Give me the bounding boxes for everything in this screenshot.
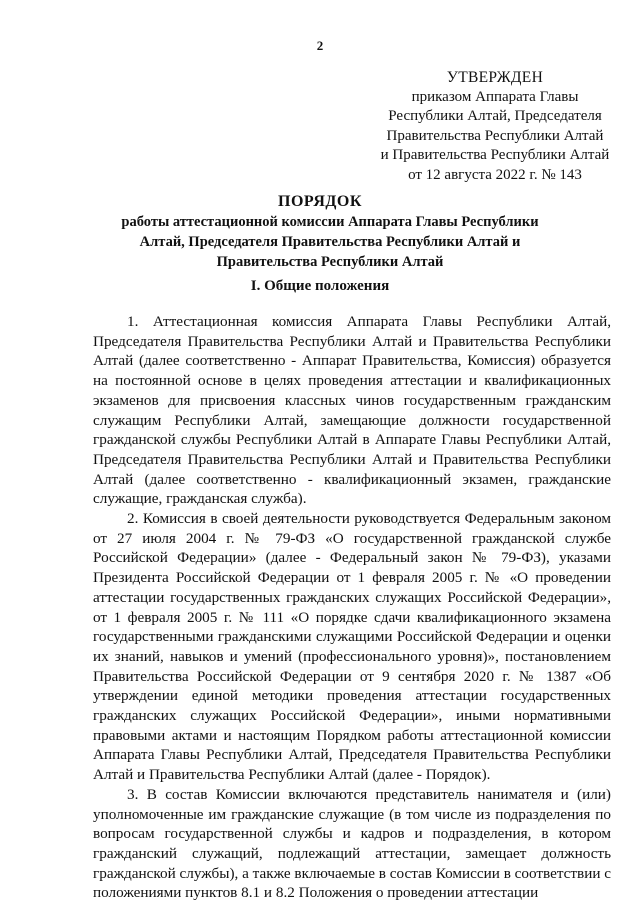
approval-line: от 12 августа 2022 г. № 143 <box>408 166 582 183</box>
page-number: 2 <box>316 38 324 53</box>
paragraph-1: 1. Аттестационная комиссия Аппарата Главы Республики Алтай, Председателя Правительства Республики Алтай и Правительства Республики Алтай (далее соответственно - Аппарат Правительства, Комиссия) образуется на постоянной основе в целях проведения аттестации и квалификационных экзаменов для присвоения классных чинов государственным гражданским служащим Республики Алтай, замещающие должности государственной гражданской службы Республики Алтай в Аппарате Главы Республики Алтай, Председателя Правительства Республики Алтай и Правительства Республики Алтай (далее соответственно - квалификационный экзамен, гражданские служащие, гражданская служба). <box>93 313 611 508</box>
approval-block <box>360 68 630 185</box>
document-body <box>93 312 611 903</box>
approval-line: Республики Алтай, Председателя <box>388 108 602 124</box>
paragraph-3: 3. В состав Комиссии включаются представитель нанимателя и (или) уполномоченные им гражданские служащие (в том числе из подразделения по вопросам государственной службы и кадров и подразделения, в котором гражданский служащий, подлежащий аттестации, замещает должность гражданской службы), а также включаемые в состав Комиссии в соответствии с положениями пунктов 8.1 и 8.2 Положения о проведении аттестации <box>93 785 612 902</box>
approval-line: Правительства Республики Алтай <box>386 127 604 144</box>
paragraph-2: 2. Комиссия в своей деятельности руководствуется Федеральным законом от 27 июля 2004 г. № 79-ФЗ «О государственной гражданской службе Российской Федерации» (далее - Федеральный закон № 79-ФЗ), указами Президента Российской Федерации от 1 февраля 2005 г. № «О проведении аттестации государственных гражданских служащих Российской Федерации», от 1 февраля 2005 г. № 111 «О порядке сдачи квалификационного экзамена государственными гражданскими служащими Российской Федерации и оценки их знаний, навыков и умений (профессионального уровня)», постановлением Правительства Российской Федерации от 9 сентября 2020 г. № 1387 «Об утверждении единой методики проведения аттестации государственных гражданских служащих Российской Федерации», иными нормативными правовыми актами и настоящим Порядком работы аттестационной комиссии Аппарата Главы Республики Алтай, Председателя Правительства Республики Алтай и Правительства Республики Алтай (далее - Порядок). <box>93 510 611 784</box>
document-subtitle: работы аттестационной комиссии Аппарата Главы Республики Алтай, Председателя Правительства Республики Алтай и Правительства Республики Алтай <box>121 214 539 270</box>
section-heading: I. Общие положения <box>250 278 390 294</box>
approval-line: приказом Аппарата Главы <box>411 88 579 105</box>
approval-line: и Правительства Республики Алтай <box>380 147 610 163</box>
document-title: ПОРЯДОК <box>278 193 362 210</box>
approval-heading: УТВЕРЖДЕН <box>446 69 544 86</box>
